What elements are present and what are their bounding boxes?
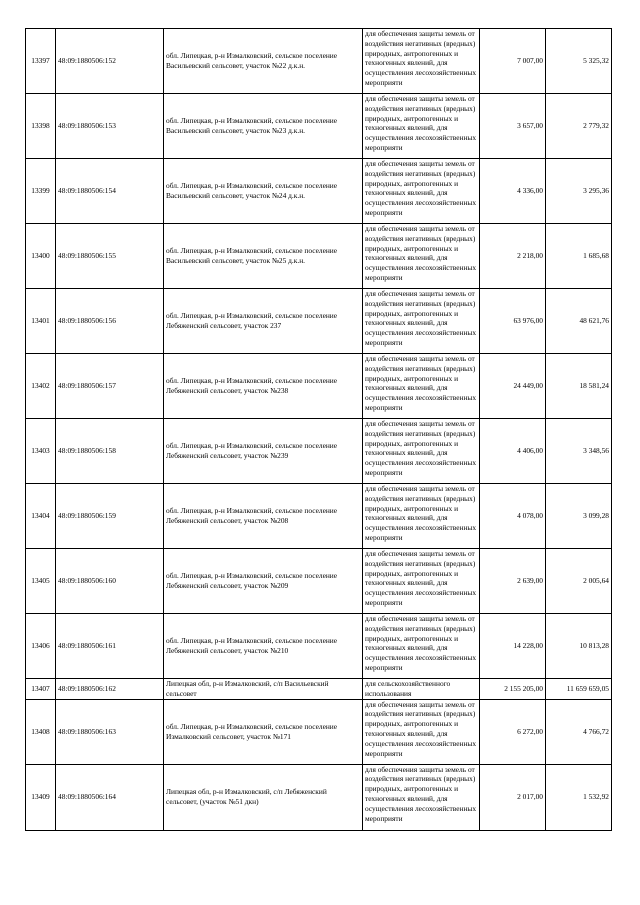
- cadastral-number-cell: 48:09:1880506:159: [56, 484, 164, 549]
- cadastral-cost-cell: 2 005,64: [546, 549, 612, 614]
- address-cell: Липецкая обл, р-н Измалковский, с/п Лебяженский сельсовет, (участок №51 дкн): [164, 764, 363, 830]
- address-cell: обл. Липецкая, р-н Измалковский, сельское поселение Лебяженский сельсовет, участок №208: [164, 484, 363, 549]
- permitted-use-cell: для обеспечения защиты земель от воздействия негативных (вредных) природных, антропогенных и техногенных явлений, для осуществления лесохозяйственных мероприяти: [363, 224, 480, 289]
- area-cell: 4 078,00: [480, 484, 546, 549]
- table-row: [26, 289, 612, 354]
- area-cell: 4 406,00: [480, 419, 546, 484]
- permitted-use-cell: для обеспечения защиты земель от воздействия негативных (вредных) природных, антропогенных и техногенных явлений, для осуществления лесохозяйственных мероприяти: [363, 484, 480, 549]
- permitted-use-cell: для обеспечения защиты земель от воздействия негативных (вредных) природных, антропогенных и техногенных явлений, для осуществления лесохозяйственных мероприяти: [363, 614, 480, 679]
- row-number-cell: 13409: [26, 764, 56, 830]
- permitted-use-cell: для обеспечения защиты земель от воздействия негативных (вредных) природных, антропогенных и техногенных явлений, для осуществления лесохозяйственных мероприяти: [363, 289, 480, 354]
- table-row: [26, 699, 612, 764]
- cadastral-number-cell: 48:09:1880506:152: [56, 29, 164, 94]
- cadastral-cost-cell: 3 099,28: [546, 484, 612, 549]
- land-plot-register-table: [25, 28, 612, 831]
- cadastral-number-cell: 48:09:1880506:160: [56, 549, 164, 614]
- area-cell: 2 218,00: [480, 224, 546, 289]
- register-table-container: [25, 28, 611, 831]
- address-cell: обл. Липецкая, р-н Измалковский, сельское поселение Лебяженский сельсовет, участок №209: [164, 549, 363, 614]
- cadastral-number-cell: 48:09:1880506:154: [56, 159, 164, 224]
- permitted-use-cell: для обеспечения защиты земель от воздействия негативных (вредных) природных, антропогенных и техногенных явлений, для осуществления лесохозяйственных мероприяти: [363, 764, 480, 830]
- table-row: [26, 419, 612, 484]
- area-cell: 14 228,00: [480, 614, 546, 679]
- address-cell: обл. Липецкая, р-н Измалковский, сельское поселение Васильевский сельсовет, участок №24 д.к.н.: [164, 159, 363, 224]
- row-number-cell: 13399: [26, 159, 56, 224]
- cadastral-number-cell: 48:09:1880506:162: [56, 679, 164, 700]
- cadastral-cost-cell: 3 295,36: [546, 159, 612, 224]
- table-row: [26, 94, 612, 159]
- table-row: [26, 484, 612, 549]
- area-cell: 2 639,00: [480, 549, 546, 614]
- row-number-cell: 13405: [26, 549, 56, 614]
- area-cell: 4 336,00: [480, 159, 546, 224]
- table-row: [26, 29, 612, 94]
- cadastral-number-cell: 48:09:1880506:157: [56, 354, 164, 419]
- row-number-cell: 13400: [26, 224, 56, 289]
- table-row: [26, 159, 612, 224]
- address-cell: обл. Липецкая, р-н Измалковский, сельское поселение Лебяженский сельсовет, участок 237: [164, 289, 363, 354]
- cadastral-cost-cell: 11 659 659,05: [546, 679, 612, 700]
- area-cell: 6 272,00: [480, 699, 546, 764]
- cadastral-number-cell: 48:09:1880506:164: [56, 764, 164, 830]
- cadastral-cost-cell: 1 532,92: [546, 764, 612, 830]
- area-cell: 24 449,00: [480, 354, 546, 419]
- row-number-cell: 13397: [26, 29, 56, 94]
- area-cell: 63 976,00: [480, 289, 546, 354]
- table-row: [26, 354, 612, 419]
- row-number-cell: 13398: [26, 94, 56, 159]
- permitted-use-cell: для обеспечения защиты земель от воздействия негативных (вредных) природных, антропогенных и техногенных явлений, для осуществления лесохозяйственных мероприяти: [363, 94, 480, 159]
- table-body: [26, 29, 612, 831]
- cadastral-cost-cell: 2 779,32: [546, 94, 612, 159]
- permitted-use-cell: для обеспечения защиты земель от воздействия негативных (вредных) природных, антропогенных и техногенных явлений, для осуществления лесохозяйственных мероприяти: [363, 699, 480, 764]
- row-number-cell: 13401: [26, 289, 56, 354]
- table-row: [26, 549, 612, 614]
- cadastral-cost-cell: 5 325,32: [546, 29, 612, 94]
- address-cell: обл. Липецкая, р-н Измалковский, сельское поселение Лебяженский сельсовет, участок №239: [164, 419, 363, 484]
- cadastral-cost-cell: 3 348,56: [546, 419, 612, 484]
- cadastral-number-cell: 48:09:1880506:155: [56, 224, 164, 289]
- cadastral-number-cell: 48:09:1880506:156: [56, 289, 164, 354]
- address-cell: обл. Липецкая, р-н Измалковский, сельское поселение Васильевский сельсовет, участок №23 д.к.н.: [164, 94, 363, 159]
- cadastral-cost-cell: 10 813,28: [546, 614, 612, 679]
- permitted-use-cell: для обеспечения защиты земель от воздействия негативных (вредных) природных, антропогенных и техногенных явлений, для осуществления лесохозяйственных мероприяти: [363, 29, 480, 94]
- cadastral-cost-cell: 1 685,68: [546, 224, 612, 289]
- row-number-cell: 13402: [26, 354, 56, 419]
- permitted-use-cell: для обеспечения защиты земель от воздействия негативных (вредных) природных, антропогенных и техногенных явлений, для осуществления лесохозяйственных мероприяти: [363, 419, 480, 484]
- cadastral-number-cell: 48:09:1880506:158: [56, 419, 164, 484]
- address-cell: обл. Липецкая, р-н Измалковский, сельское поселение Васильевский сельсовет, участок №25 д.к.н.: [164, 224, 363, 289]
- table-row: [26, 224, 612, 289]
- row-number-cell: 13407: [26, 679, 56, 700]
- row-number-cell: 13406: [26, 614, 56, 679]
- permitted-use-cell: для обеспечения защиты земель от воздействия негативных (вредных) природных, антропогенных и техногенных явлений, для осуществления лесохозяйственных мероприяти: [363, 159, 480, 224]
- row-number-cell: 13408: [26, 699, 56, 764]
- table-row: [26, 679, 612, 700]
- permitted-use-cell: для сельскохозяйственного использования: [363, 679, 480, 700]
- cadastral-number-cell: 48:09:1880506:161: [56, 614, 164, 679]
- row-number-cell: 13404: [26, 484, 56, 549]
- area-cell: 7 007,00: [480, 29, 546, 94]
- cadastral-cost-cell: 4 766,72: [546, 699, 612, 764]
- address-cell: обл. Липецкая, р-н Измалковский, сельское поселение Васильевский сельсовет, участок №22 д.к.н.: [164, 29, 363, 94]
- area-cell: 2 155 205,00: [480, 679, 546, 700]
- permitted-use-cell: для обеспечения защиты земель от воздействия негативных (вредных) природных, антропогенных и техногенных явлений, для осуществления лесохозяйственных мероприяти: [363, 549, 480, 614]
- cadastral-cost-cell: 18 581,24: [546, 354, 612, 419]
- cadastral-number-cell: 48:09:1880506:153: [56, 94, 164, 159]
- address-cell: обл. Липецкая, р-н Измалковский, сельское поселение Измалковский сельсовет, участок №171: [164, 699, 363, 764]
- address-cell: обл. Липецкая, р-н Измалковский, сельское поселение Лебяженский сельсовет, участок №238: [164, 354, 363, 419]
- area-cell: 3 657,00: [480, 94, 546, 159]
- area-cell: 2 017,00: [480, 764, 546, 830]
- address-cell: Липецкая обл, р-н Измалковский, с/п Васильевский сельсовет: [164, 679, 363, 700]
- address-cell: обл. Липецкая, р-н Измалковский, сельское поселение Лебяженский сельсовет, участок №210: [164, 614, 363, 679]
- table-row: [26, 614, 612, 679]
- table-row: [26, 764, 612, 830]
- cadastral-cost-cell: 48 621,76: [546, 289, 612, 354]
- row-number-cell: 13403: [26, 419, 56, 484]
- cadastral-number-cell: 48:09:1880506:163: [56, 699, 164, 764]
- permitted-use-cell: для обеспечения защиты земель от воздействия негативных (вредных) природных, антропогенных и техногенных явлений, для осуществления лесохозяйственных мероприяти: [363, 354, 480, 419]
